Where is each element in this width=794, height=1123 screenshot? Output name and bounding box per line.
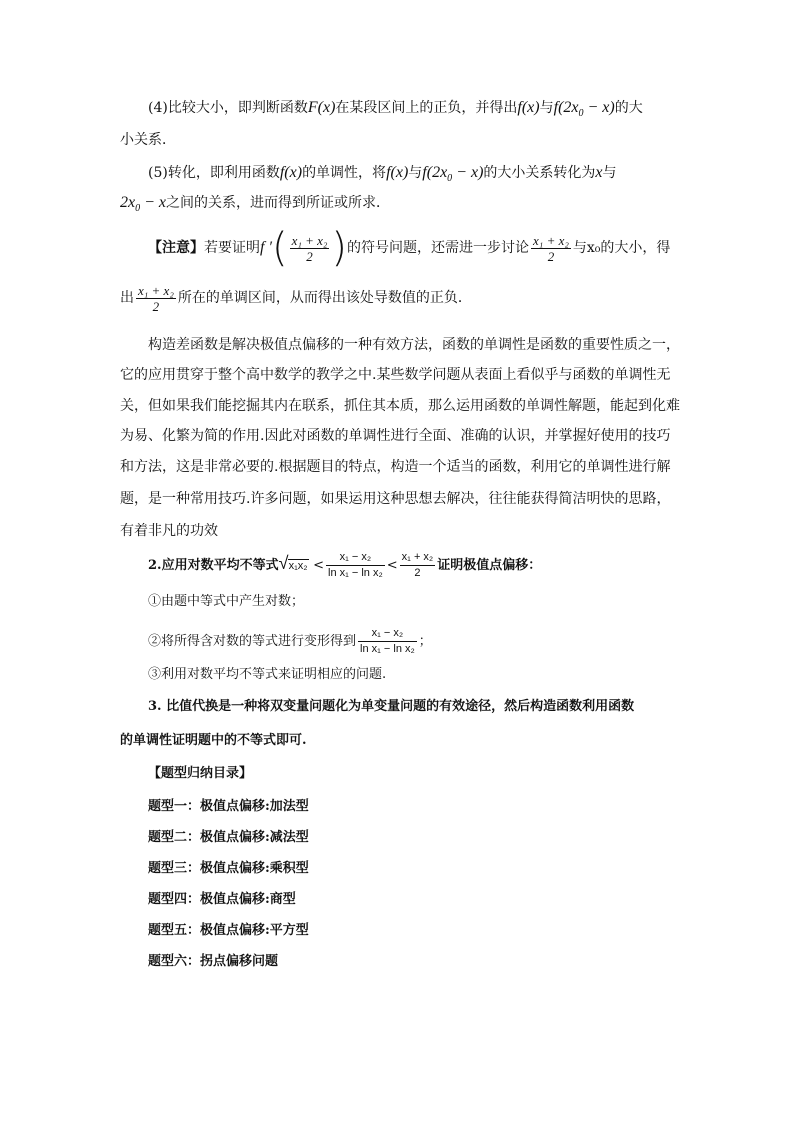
x0: x	[128, 194, 136, 211]
frac-numerator: x₁ + x₂	[533, 232, 569, 248]
catalog-item: 题型五：极值点偏移:平方型	[148, 923, 309, 938]
two: 2	[563, 99, 572, 116]
sqrt-content: x₁x₂	[288, 560, 308, 572]
yu-text: 与	[602, 165, 617, 181]
fraction-log-mean	[358, 626, 417, 657]
note-text-a: 若要证明	[204, 240, 260, 256]
frac-numerator: x₁ + x₂	[291, 232, 328, 248]
minus: −	[587, 99, 599, 116]
step5-text-a: (5)转化，即利用函数	[148, 165, 280, 181]
fraction-x1-plus-x2	[531, 233, 571, 264]
fraction-x1-plus-x2	[136, 283, 176, 314]
less-than: <	[313, 558, 324, 573]
step4-text-c: 的大	[614, 100, 643, 116]
note-line1	[148, 225, 671, 271]
catalog-item: 题型四：极值点偏移:商型	[148, 892, 296, 907]
note-text-d: 的大小，得	[600, 240, 671, 256]
x-symbol: x	[322, 99, 331, 116]
f-symbol: f	[553, 99, 559, 116]
catalog-item: 题型二：极值点偏移:减法型	[148, 830, 309, 845]
minus: −	[456, 164, 467, 181]
note-text-b: 的符号问题，还需进一步讨论	[347, 240, 530, 256]
math-f2x0-x: $f(2x_0 - x)$	[553, 99, 615, 120]
frac-denominator: 2	[290, 248, 330, 264]
yu-text: 与	[408, 165, 423, 181]
sub-zero: 0	[447, 173, 453, 185]
f-symbol: f	[517, 99, 522, 116]
x-symbol: x	[470, 164, 479, 181]
minus: −	[144, 194, 155, 211]
sec3-line1: 3. 比值代换是一种将双变量问题化为单变量问题的有效途径，然后构造函数利用函数	[148, 699, 635, 714]
f-symbol: f	[386, 164, 391, 181]
x-symbol: x	[289, 164, 297, 181]
less-than: <	[386, 558, 398, 573]
item2-text-b: ；	[418, 634, 432, 649]
frac-denominator: ln x₁ − ln x₂	[360, 643, 415, 655]
item-3: ③利用对数平均不等式来证明相应的问题.	[148, 667, 387, 682]
fraction-x1-plus-x2	[290, 233, 330, 264]
math-fx: f(x)	[517, 99, 540, 116]
para-line: 和方法，这是非常必要的.根据题目的特点，构造一个适当的函数，利用它的单调性进行解	[120, 459, 671, 475]
para-line: 关，但如果我们能挖掘其内在联系，抓住其本质，那么运用函数的单调性解题，能起到化难	[120, 398, 680, 414]
x-symbol: x	[595, 164, 603, 181]
fprime-symbol: f ′	[260, 239, 272, 256]
x0-symbol: x₀	[586, 240, 601, 256]
math-F: F(x)	[307, 99, 336, 116]
sub-zero: 0	[578, 108, 584, 120]
para-line: 构造差函数是解决极值点偏移的一种有效方法，函数的单调性是函数的重要性质之一，	[148, 337, 680, 353]
frac-numerator: x₁ − x₂	[371, 627, 404, 639]
frac-denominator: 2	[136, 298, 176, 314]
sec3-line2: 的单调性证明题中的不等式即可.	[120, 733, 307, 748]
frac-denominator: 2	[400, 565, 436, 581]
x0: x	[571, 99, 579, 116]
note-line2	[120, 280, 472, 316]
f-symbol: f	[422, 164, 427, 181]
para-line: 它的应用贯穿于整个高中数学的教学之中.某些数学问题从表面上看似乎与函数的单调性无	[120, 367, 671, 383]
catalog-item: 题型一：极值点偏移:加法型	[148, 799, 309, 814]
sqrt-x1x2	[279, 548, 309, 584]
sec2-line	[148, 548, 541, 584]
math-2x0-x	[120, 194, 167, 215]
para-line: 有着非凡的功效	[120, 523, 218, 539]
math-fx: f(x)	[279, 164, 303, 181]
step5-text-c: 的大小关系转化为	[483, 165, 596, 181]
frac-numerator: x₁ + x₂	[401, 551, 434, 563]
step4-line2: 小关系．	[120, 132, 176, 148]
x-symbol: x	[158, 194, 167, 211]
F-symbol: F	[307, 99, 318, 116]
step4-line1	[148, 98, 643, 124]
frac-denominator: 2	[531, 248, 571, 264]
note-label: 【注意】	[148, 240, 204, 256]
yu-text: 与	[539, 100, 554, 116]
note-text-f: 所在的单调区间，从而得出该处导数值的正负．	[177, 290, 472, 306]
step5-text-d: 之间的关系，进而得到所证或所求．	[166, 195, 391, 211]
left-paren: (	[271, 225, 288, 271]
x-symbol: x	[527, 99, 535, 116]
step4-text-b: 在某段区间上的正负，并得出	[335, 100, 518, 116]
right-paren: )	[331, 225, 348, 271]
item-2	[148, 624, 432, 660]
step5-text-b: 的单调性，将	[302, 165, 387, 181]
math-f2x0-x: $f(2x_0 - x)$	[422, 164, 484, 185]
sec2-text-a: 2.应用对数平均不等式	[148, 558, 279, 573]
math-fx: f(x)	[386, 164, 409, 181]
fraction-arith-mean	[400, 550, 436, 581]
f-symbol: f	[279, 164, 285, 181]
frac-numerator: x₁ − x₂	[339, 551, 372, 563]
x0: x	[440, 164, 448, 181]
catalog-item: 题型六：拐点偏移问题	[148, 954, 279, 969]
x-symbol: x	[602, 99, 610, 116]
step5-line1	[148, 163, 617, 189]
item-1: ①由题中等式中产生对数；	[148, 594, 305, 609]
fraction-log-mean	[326, 550, 385, 581]
sec2-text-b: 证明极值点偏移：	[437, 558, 542, 573]
catalog-title: 【题型归纳目录】	[148, 766, 253, 781]
sub-zero: 0	[135, 203, 141, 215]
para-line: 题，是一种常用技巧.许多问题，如果运用这种思想去解决，往往能获得简洁明快的思路，	[120, 491, 671, 507]
para-line: 为易、化繁为简的作用.因此对函数的单调性进行全面、准确的认识，并掌握好使用的技巧	[120, 428, 671, 444]
note-text-e: 出	[120, 290, 134, 306]
item2-text-a: ②将所得含对数的等式进行变形得到	[148, 634, 357, 649]
radical-sign: √	[278, 553, 289, 573]
two: 2	[432, 164, 441, 181]
step5-line2	[120, 193, 390, 219]
step4-text-a: (4)比较大小，即判断函数	[148, 100, 308, 116]
frac-numerator: x₁ + x₂	[138, 282, 174, 298]
note-text-c: 与	[572, 240, 587, 256]
frac-denominator: ln x₁ − ln x₂	[328, 567, 383, 579]
two: 2	[120, 194, 128, 211]
x-symbol: x	[395, 164, 403, 181]
catalog-item: 题型三：极值点偏移:乘积型	[148, 861, 309, 876]
